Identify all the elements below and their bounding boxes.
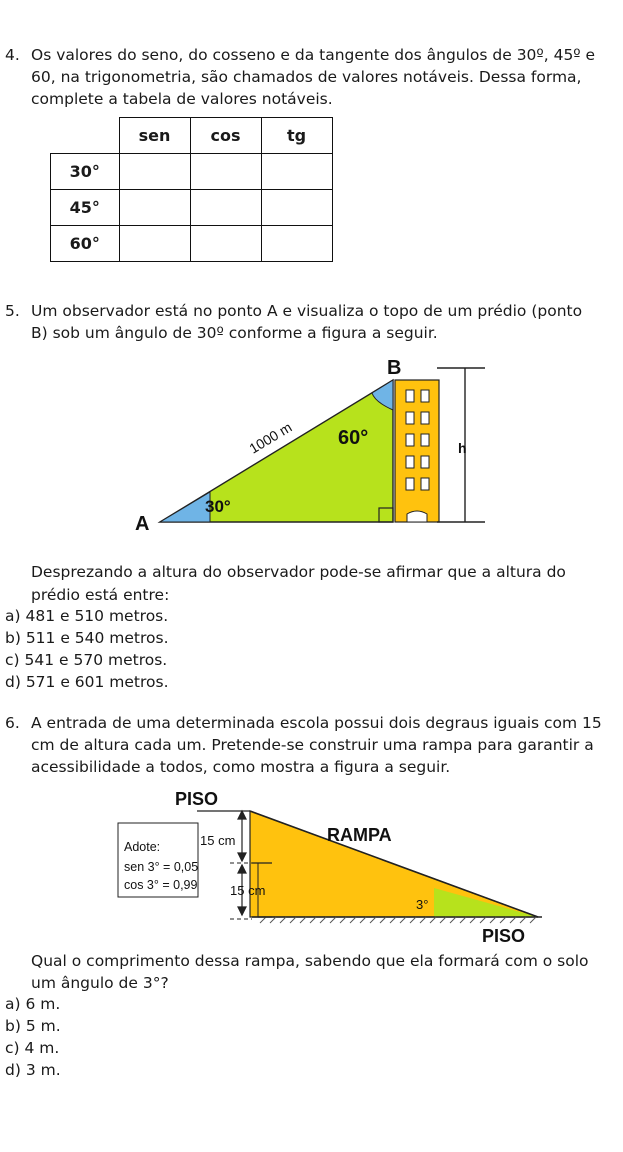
table-cell[interactable] bbox=[261, 190, 332, 226]
step1-label: 15 cm bbox=[200, 833, 236, 848]
q5-number: 5. bbox=[5, 302, 20, 320]
rampa-label: RAMPA bbox=[327, 825, 392, 845]
q4-number: 4. bbox=[5, 46, 20, 64]
q4-line-3: complete a tabela de valores notáveis. bbox=[31, 90, 333, 108]
q6-option-a[interactable]: a) 6 m. bbox=[5, 995, 61, 1013]
q6-option-d[interactable]: d) 3 m. bbox=[5, 1061, 61, 1079]
adote-sen: sen 3° = 0,05 bbox=[124, 860, 199, 874]
q6-option-c[interactable]: c) 4 m. bbox=[5, 1039, 60, 1057]
q6-option-b[interactable]: b) 5 m. bbox=[5, 1017, 61, 1035]
table-header-tg: tg bbox=[261, 118, 332, 154]
angle-a-marker bbox=[160, 492, 210, 522]
table-cell[interactable] bbox=[119, 154, 190, 190]
point-a-label: A bbox=[135, 513, 150, 532]
ramp-figure bbox=[112, 783, 552, 948]
table-row-label-30: 30° bbox=[51, 154, 120, 190]
q5-option-b[interactable]: b) 511 e 540 metros. bbox=[5, 629, 169, 647]
point-b-label: B bbox=[387, 357, 402, 379]
table-cell[interactable] bbox=[190, 190, 261, 226]
table-row-label-45: 45° bbox=[51, 190, 120, 226]
table-header-cos: cos bbox=[190, 118, 261, 154]
q4-line-2: 60, na trigonometria, são chamados de valores notáveis. Dessa forma, bbox=[31, 68, 582, 86]
height-label: h bbox=[458, 440, 467, 456]
q6-line-2: cm de altura cada um. Pretende-se construir uma rampa para garantir a bbox=[31, 736, 594, 754]
table-header-sen: sen bbox=[119, 118, 190, 154]
table-cell[interactable] bbox=[119, 190, 190, 226]
q6-after-2: um ângulo de 3°? bbox=[31, 974, 169, 992]
angle-a-label: 30° bbox=[205, 497, 231, 516]
q5-after-1: Desprezando a altura do observador pode-se afirmar que a altura do bbox=[31, 563, 566, 581]
step2-label: 15 cm bbox=[230, 883, 266, 898]
table-cell[interactable] bbox=[261, 226, 332, 262]
table-cell[interactable] bbox=[190, 154, 261, 190]
table-cell[interactable] bbox=[119, 226, 190, 262]
angle-b-label: 60° bbox=[338, 427, 369, 449]
q5-line-1: Um observador está no ponto A e visualiza o topo de um prédio (ponto bbox=[31, 302, 583, 320]
q6-line-1: A entrada de uma determinada escola possui dois degraus iguais com 15 bbox=[31, 714, 602, 732]
q5-line-2: B) sob um ângulo de 30º conforme a figura a seguir. bbox=[31, 324, 438, 342]
q5-option-d[interactable]: d) 571 e 601 metros. bbox=[5, 673, 169, 691]
q5-after-2: prédio está entre: bbox=[31, 586, 170, 604]
adote-cos: cos 3° = 0,99 bbox=[124, 878, 198, 892]
q6-line-3: acessibilidade a todos, como mostra a figura a seguir. bbox=[31, 758, 451, 776]
q5-option-a[interactable]: a) 481 e 510 metros. bbox=[5, 607, 169, 625]
q6-after-1: Qual o comprimento dessa rampa, sabendo que ela formará com o solo bbox=[31, 952, 589, 970]
q5-option-c[interactable]: c) 541 e 570 metros. bbox=[5, 651, 168, 669]
table-row-label-60: 60° bbox=[51, 226, 120, 262]
building bbox=[395, 380, 439, 522]
notable-values-table bbox=[50, 117, 333, 262]
q4-line-1: Os valores do seno, do cosseno e da tangente dos ângulos de 30º, 45º e bbox=[31, 46, 596, 64]
q6-number: 6. bbox=[5, 714, 20, 732]
hypotenuse-label: 1000 m bbox=[246, 418, 295, 457]
table-cell[interactable] bbox=[261, 154, 332, 190]
ramp-angle-label: 3° bbox=[416, 897, 429, 912]
piso-top-label: PISO bbox=[175, 789, 219, 809]
building-triangle-figure bbox=[125, 352, 495, 532]
table-cell[interactable] bbox=[190, 226, 261, 262]
adote-title: Adote: bbox=[124, 840, 161, 854]
piso-bottom-label: PISO bbox=[482, 926, 526, 946]
